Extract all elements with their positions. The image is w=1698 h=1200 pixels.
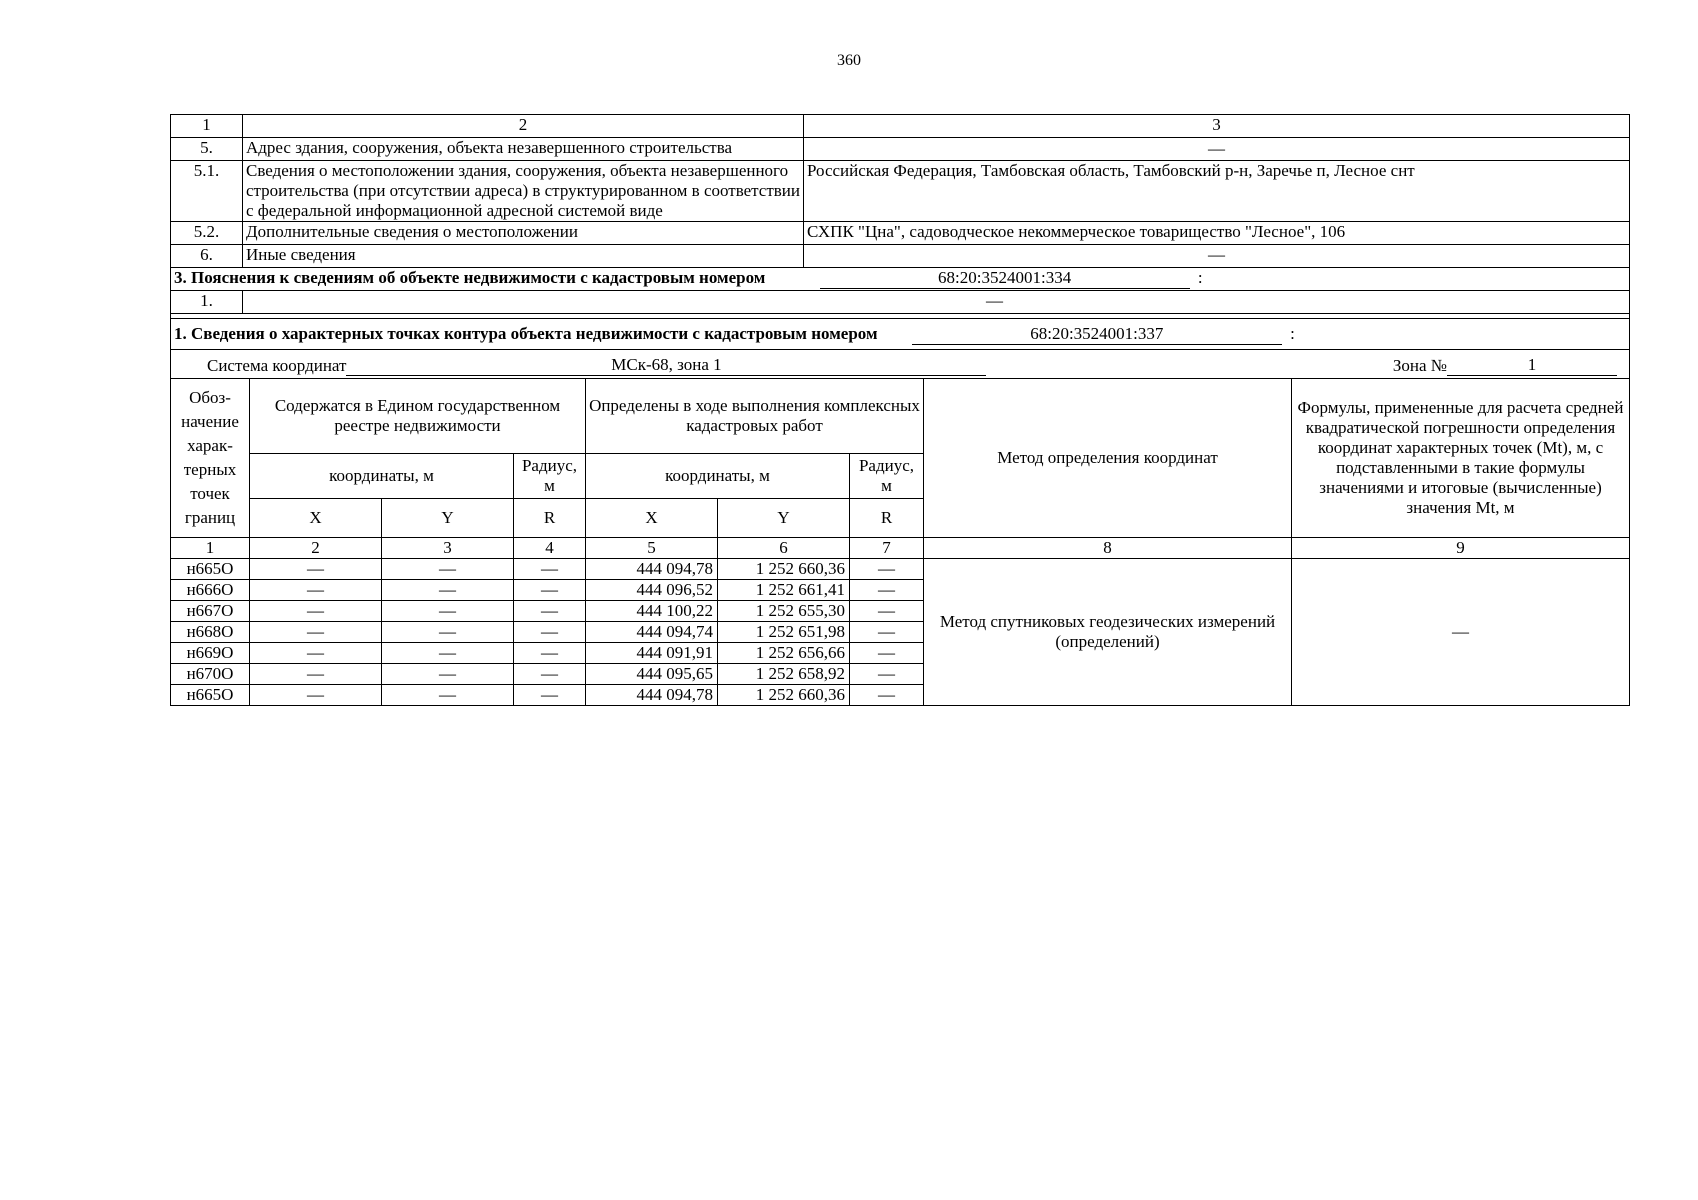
coordinate-system-row <box>171 350 1630 379</box>
kkr-x-header: X <box>586 499 718 538</box>
row-number: 5.2. <box>171 222 243 245</box>
col-header-2: 2 <box>243 115 804 138</box>
kkr-r-header: R <box>850 499 924 538</box>
egrn-x: — <box>250 664 382 685</box>
table-header-row <box>171 115 1630 138</box>
points-header-row-1 <box>171 379 1630 454</box>
kkr-r: — <box>850 580 924 601</box>
section3-cadastral-number: 68:20:3524001:334 <box>820 268 1190 289</box>
col-header-1: 1 <box>171 115 243 138</box>
egrn-coords-header: координаты, м <box>250 454 514 499</box>
method-header: Метод определения координат <box>924 379 1292 538</box>
kkr-r: — <box>850 664 924 685</box>
row-value: — <box>243 291 1630 314</box>
points-section-title: 1. Сведения о характерных точках контура объекта недвижимости с кадастровым номером <box>174 323 878 343</box>
egrn-x: — <box>250 601 382 622</box>
row-value: Российская Федерация, Тамбовская область, Тамбовский р-н, Заречье п, Лесное снт <box>804 161 1630 222</box>
kkr-y: 1 252 651,98 <box>718 622 850 643</box>
table-row <box>171 245 1630 268</box>
row-label: Иные сведения <box>243 245 804 268</box>
kkr-x: 444 096,52 <box>586 580 718 601</box>
egrn-radius-header: Радиус, м <box>514 454 586 499</box>
contour-points-table <box>170 318 1630 706</box>
kkr-x: 444 094,78 <box>586 559 718 580</box>
formula-value: — <box>1292 559 1630 706</box>
egrn-r: — <box>514 559 586 580</box>
document-sheet <box>170 114 1630 706</box>
egrn-r: — <box>514 685 586 706</box>
kkr-header: Определены в ходе выполнения комплексных кадастровых работ <box>586 379 924 454</box>
col-number: 4 <box>514 538 586 559</box>
zone-label: Зона № <box>1392 356 1447 375</box>
kkr-y-header: Y <box>718 499 850 538</box>
egrn-x: — <box>250 622 382 643</box>
kkr-y: 1 252 656,66 <box>718 643 850 664</box>
kkr-x: 444 094,74 <box>586 622 718 643</box>
points-cadastral-number: 68:20:3524001:337 <box>912 324 1282 345</box>
row-number: 5.1. <box>171 161 243 222</box>
row-value: — <box>804 138 1630 161</box>
object-info-table <box>170 114 1630 314</box>
point-id: н669О <box>171 643 250 664</box>
col-number: 1 <box>171 538 250 559</box>
kkr-radius-header: Радиус, м <box>850 454 924 499</box>
col-number: 5 <box>586 538 718 559</box>
egrn-x: — <box>250 559 382 580</box>
point-id: н667О <box>171 601 250 622</box>
egrn-y: — <box>382 601 514 622</box>
section3-title: 3. Пояснения к сведениям об объекте недвижимости с кадастровым номером <box>174 268 766 287</box>
col-number: 9 <box>1292 538 1630 559</box>
kkr-x: 444 094,78 <box>586 685 718 706</box>
egrn-y: — <box>382 622 514 643</box>
kkr-coords-header: координаты, м <box>586 454 850 499</box>
points-title-row <box>171 319 1630 350</box>
table-row <box>171 222 1630 245</box>
row-number: 1. <box>171 291 243 314</box>
section3-colon: : <box>1197 268 1203 287</box>
coord-system-label: Система координат <box>207 356 347 375</box>
kkr-x: 444 091,91 <box>586 643 718 664</box>
col-number: 6 <box>718 538 850 559</box>
egrn-x-header: X <box>250 499 382 538</box>
table-row <box>171 559 1630 580</box>
section3-title-row <box>171 268 1630 291</box>
method-value: Метод спутниковых геодезических измерений (определений) <box>924 559 1292 706</box>
egrn-r: — <box>514 580 586 601</box>
points-colon: : <box>1290 323 1295 343</box>
egrn-r: — <box>514 601 586 622</box>
formulas-header: Формулы, примененные для расчета средней квадратической погрешности определения координат характерных точек (Mt), м, с подставленными в такие формулы значениями и итоговые (вычисленные) значения Mt, м <box>1292 379 1630 538</box>
egrn-y: — <box>382 559 514 580</box>
kkr-r: — <box>850 685 924 706</box>
row-number: 6. <box>171 245 243 268</box>
row-value: — <box>804 245 1630 268</box>
table-row <box>171 161 1630 222</box>
egrn-r-header: R <box>514 499 586 538</box>
col-number: 3 <box>382 538 514 559</box>
kkr-r: — <box>850 559 924 580</box>
designation-header: Обоз-начение харак-терных точек границ <box>171 379 250 538</box>
egrn-r: — <box>514 664 586 685</box>
kkr-r: — <box>850 622 924 643</box>
row-value: СХПК "Цна", садоводческое некоммерческое товарищество "Лесное", 106 <box>804 222 1630 245</box>
kkr-r: — <box>850 643 924 664</box>
egrn-header: Содержатся в Едином государственном реестре недвижимости <box>250 379 586 454</box>
column-numbers-row <box>171 538 1630 559</box>
kkr-y: 1 252 661,41 <box>718 580 850 601</box>
kkr-y: 1 252 660,36 <box>718 559 850 580</box>
col-number: 2 <box>250 538 382 559</box>
zone-value: 1 <box>1447 355 1617 376</box>
point-id: н666О <box>171 580 250 601</box>
col-number: 8 <box>924 538 1292 559</box>
egrn-y: — <box>382 580 514 601</box>
point-id: н670О <box>171 664 250 685</box>
egrn-r: — <box>514 622 586 643</box>
col-header-3: 3 <box>804 115 1630 138</box>
col-number: 7 <box>850 538 924 559</box>
kkr-y: 1 252 660,36 <box>718 685 850 706</box>
point-id: н665О <box>171 685 250 706</box>
egrn-x: — <box>250 685 382 706</box>
egrn-x: — <box>250 580 382 601</box>
kkr-r: — <box>850 601 924 622</box>
kkr-x: 444 095,65 <box>586 664 718 685</box>
kkr-y: 1 252 655,30 <box>718 601 850 622</box>
egrn-y-header: Y <box>382 499 514 538</box>
point-id: н668О <box>171 622 250 643</box>
egrn-y: — <box>382 643 514 664</box>
table-row <box>171 291 1630 314</box>
kkr-y: 1 252 658,92 <box>718 664 850 685</box>
egrn-r: — <box>514 643 586 664</box>
row-label: Дополнительные сведения о местоположении <box>243 222 804 245</box>
row-label: Адрес здания, сооружения, объекта незавершенного строительства <box>243 138 804 161</box>
point-id: н665О <box>171 559 250 580</box>
egrn-y: — <box>382 664 514 685</box>
egrn-x: — <box>250 643 382 664</box>
egrn-y: — <box>382 685 514 706</box>
row-label: Сведения о местоположении здания, сооружения, объекта незавершенного строительства (при отсутствии адреса) в структурированном в соответствии с федеральной информационной адресной системой виде <box>243 161 804 222</box>
kkr-x: 444 100,22 <box>586 601 718 622</box>
page-number: 360 <box>837 52 861 69</box>
row-number: 5. <box>171 138 243 161</box>
table-row <box>171 138 1630 161</box>
coord-system-value: МСк-68, зона 1 <box>346 355 986 376</box>
